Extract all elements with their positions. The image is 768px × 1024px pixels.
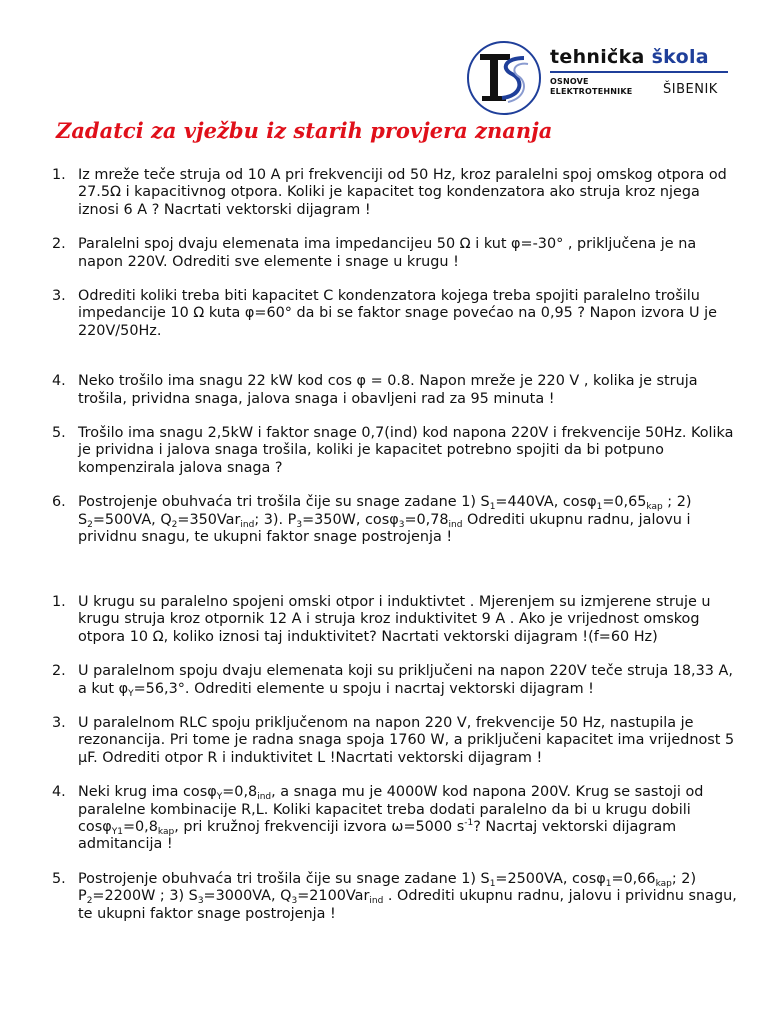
subject-line2: ELEKTROTEHNIKE [550,87,633,96]
text-part: , a snaga mu je 4000W kod napona 200V. Krug se sastoji od paralelne kombinacije R,L. Koliki kapacitet treba dodati paralelno da bi u krugu dobili cosφ [78,784,704,836]
item-number: 5. [52,870,66,887]
text-part: ; 3). P [254,511,297,528]
page-title: Zadatci za vježbu iz starih provjera znanja [56,118,553,143]
list-item [52,236,742,271]
item-text: U paralelnom RLC spoju priključenom na napon 220 V, frekvencije 50 Hz, nastupila je rezonancija. Pri tome je radna snaga spoja 1760 W, a priključeni kapacitet ima vrijednost 5 μF. Odrediti otpor R i induktivitet L !Nacrtati vektorski dijagram ! [78,715,735,766]
subscript: ind [369,896,384,907]
item-number: 2. [52,236,66,253]
superscript: -1 [464,818,474,829]
school-logo [466,40,736,116]
subscript: Y [128,688,134,699]
item-number: 4. [52,784,66,801]
item-number: 2. [52,663,66,680]
item-text: Odrediti koliki treba biti kapacitet C kondenzatora kojega treba spojiti paralelno trošilu impedancije 10 Ω kuta φ=60° da bi se faktor snage povećao na 0,95 ? Napon izvora U je 220V/50Hz. [78,288,717,339]
item-text [78,784,703,852]
list-item [52,784,742,854]
subscript: 3 [197,896,204,907]
task-list-2 [52,594,742,923]
subscript: kap [646,502,663,513]
subject-line1: OSNOVE [550,77,589,86]
subscript: Y [216,792,223,803]
subscript: kap [655,878,672,889]
text-part: =0,8 [222,784,258,801]
text-part: =440VA, cosφ [495,494,597,511]
list-item [52,167,742,219]
item-text: U krugu su paralelno spojeni omski otpor i induktivtet . Mjerenjem su izmjerene struje u krugu struja kroz otpornik 12 A i struja kroz induktivitet 9 A . Ako je vrijednost omskog otpora 10 Ω, koliko iznosi taj induktivitet? Nacrtati vektorski dijagram !(f=60 Hz) [78,594,711,645]
school-name-part1: tehnička [550,46,645,68]
text-part: ; 2) S [78,494,692,528]
list-item [52,871,742,923]
subscript: 2 [86,896,93,907]
subscript: Y1 [111,827,123,838]
subscript: 3 [291,896,298,907]
item-number: 1. [52,167,66,183]
item-number: 1. [52,594,66,610]
item-number: 3. [52,715,66,732]
item-text: Paralelni spoj dvaju elemenata ima impedancijeu 50 Ω i kut φ=-30° , priključena je na napon 220V. Odrediti sve elemente i snage u krugu ! [78,236,697,270]
list-item [52,288,742,340]
subscript: 1 [596,502,603,513]
item-text: Iz mreže teče struja od 10 A pri frekvenciji od 50 Hz, kroz paralelni spoj omskog otpora od 27.5Ω i kapacitivnog otpora. Koliki je kapacitet tog kondenzatora ako struja kroz njega iznosi 6 A ? Nacrtati vektorski dijagram ! [78,167,727,218]
text-part: =0,78 [404,511,449,528]
text-part: =2200W ; 3) S [92,888,198,905]
list-item [52,373,742,408]
item-text: Neko trošilo ima snagu 22 kW kod cos φ = 0.8. Napon mreže je 220 V , kolika je struja trošila, prividna snaga, jalova snaga i obavljeni rad za 95 minuta ! [78,373,698,407]
text-part: . Odrediti ukupnu radnu, jalovu i prividnu snagu, te ukupni faktor snage postrojenja ! [78,888,737,922]
text-part: Odrediti ukupnu radnu, jalovu i prividnu snagu, te ukupni faktor snage postrojenja ! [78,511,691,546]
text-part: =0,66 [611,870,656,887]
item-number: 5. [52,425,66,442]
text-part: =2500VA, cosφ [495,870,606,887]
logo-divider [550,71,728,73]
school-name [550,46,709,68]
text-part: Postrojenje obuhvaća tri trošila čije su snage zadane 1) S [78,494,490,511]
list-item [52,425,742,477]
subscript: 3 [398,519,405,530]
item-text: Trošilo ima snagu 2,5kW i faktor snage 0,7(ind) kod napona 220V i frekvencije 50Hz. Kolika je prividna i jalova snaga trošila, koliki je kapacitet potrebno spojiti da bi potpuno kompenzirala jalova snaga ? [78,425,734,476]
text-part: =3000VA, Q [203,888,292,905]
text-part: Neki krug ima cosφ [78,784,217,801]
text-part: ? Nacrtaj vektorski dijagram admitancija ! [78,819,677,853]
school-name-part2: škola [651,46,709,68]
list-item [52,594,742,646]
subscript: 2 [87,519,93,530]
item-text [78,663,733,699]
subscript: 1 [489,878,496,889]
text-part: Postrojenje obuhvaća tri trošila čije su snage zadane 1) S [78,870,490,887]
item-number: 3. [52,288,66,305]
subscript: 2 [171,519,178,530]
text-part: =350Var [177,511,241,528]
subscript: 1 [605,878,612,889]
item-text [78,494,692,545]
text-part: U paralelnom spoju dvaju elemenata koji su priključeni na napon 220V teče struja 18,33 A, a kut φ [78,663,733,697]
list-item [52,494,742,546]
list-item [52,663,742,698]
item-number: 4. [52,373,66,390]
subscript: ind [257,792,272,803]
school-emblem-icon [466,40,542,116]
text-part: =0,8 [122,819,158,836]
school-city: ŠIBENIK [663,82,718,97]
subscript: 3 [296,519,303,530]
text-part: , pri kružnoj frekvenciji izvora ω=5000 s [174,819,465,836]
subscript: kap [157,827,175,838]
text-part: =56,3°. Odrediti elemente u spoju i nacrtaj vektorski dijagram ! [133,680,594,697]
list-item [52,715,742,767]
subscript: 1 [489,502,496,513]
subscript: ind [448,519,463,530]
subscript: ind [240,519,255,530]
item-number: 6. [52,494,66,511]
text-part: =350W, cosφ [302,511,399,528]
task-list-1 [52,167,742,547]
subject-label [550,77,632,97]
text-part: =0,65 [602,494,647,511]
text-part: =2100Var [297,888,370,905]
text-part: ; 2) P [78,870,697,905]
item-text [78,871,737,922]
text-part: =500VA, Q [92,511,172,528]
